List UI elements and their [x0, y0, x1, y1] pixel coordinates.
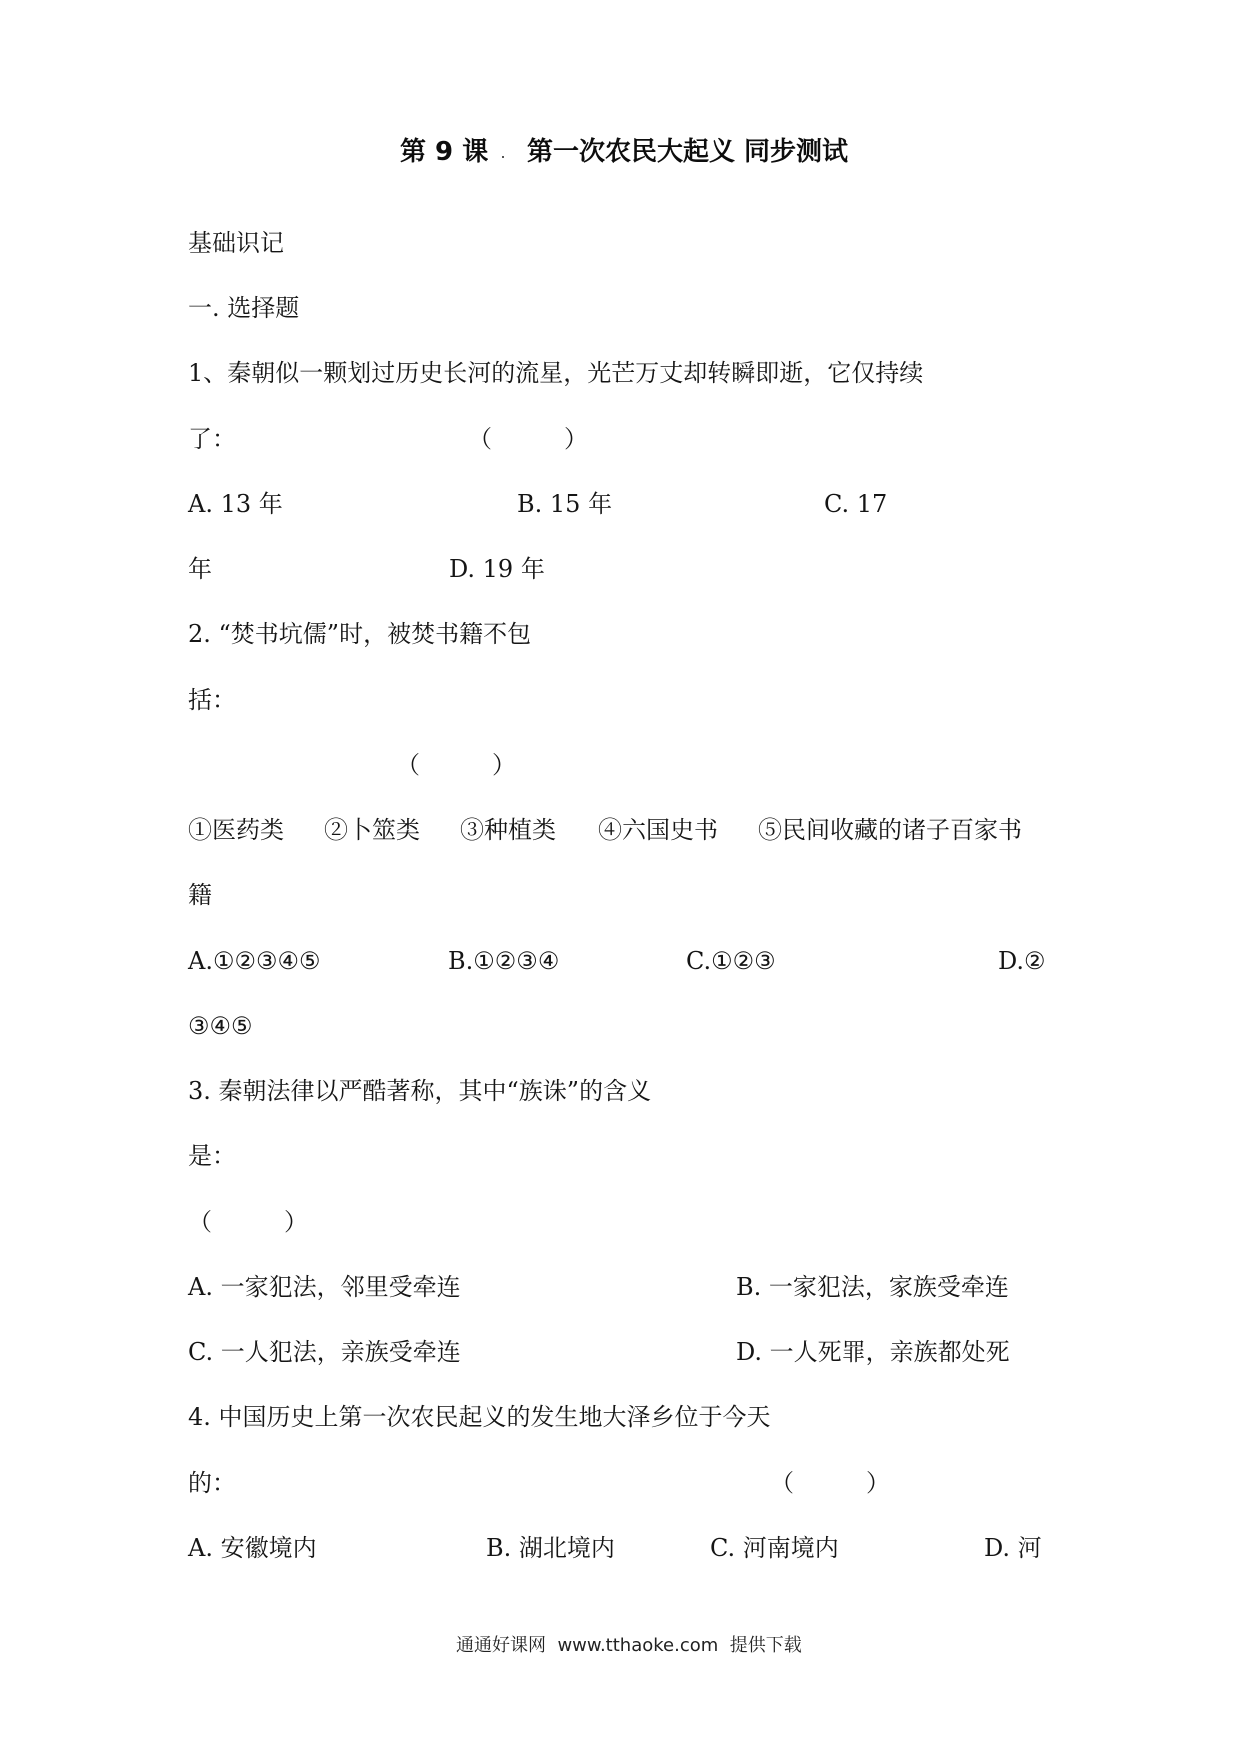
q3-option-d: D. 一人死罪，亲族都处死 [736, 1338, 1010, 1366]
q4-stem-line1: 4. 中国历史上第一次农民起义的发生地大泽乡位于今天 [188, 1403, 771, 1431]
q2-option-a: A.①②③④⑤ [188, 947, 321, 975]
q4-answer-paren: （ ） [770, 1469, 890, 1497]
q3-option-a: A. 一家犯法，邻里受牵连 [188, 1273, 461, 1301]
q2-item-5: ⑤民间收藏的诸子百家书 [758, 816, 1022, 844]
q2-answer-paren: （ ） [396, 751, 516, 779]
q4-option-c: C. 河南境内 [710, 1534, 839, 1562]
q2-item-1: ①医药类 [188, 816, 284, 844]
section-heading: 基础识记 [188, 229, 284, 257]
q4-option-b: B. 湖北境内 [486, 1534, 615, 1562]
q2-item-4: ④六国史书 [598, 816, 718, 844]
q2-stem-line2: 括： [188, 686, 236, 714]
q1-option-a: A. 13 年 [188, 490, 283, 518]
q1-answer-paren: （ ） [468, 425, 588, 453]
q2-option-c: C.①②③ [686, 947, 776, 975]
q1-option-c-continued: 年 [188, 555, 212, 583]
q2-item-2: ②卜筮类 [324, 816, 420, 844]
q4-option-d: D. 河 [984, 1534, 1042, 1562]
page-footer: 通通好课网 www.tthaoke.com 提供下载 [456, 1635, 802, 1656]
q2-option-d: D.② [998, 947, 1046, 975]
q3-option-c: C. 一人犯法，亲族受牵连 [188, 1338, 461, 1366]
lesson-title: 第一次农民大起义 同步测试 [527, 137, 849, 167]
q1-stem-line2: 了： [188, 425, 236, 453]
q2-stem-line1: 2. “焚书坑儒”时，被焚书籍不包 [188, 620, 532, 648]
q4-option-a: A. 安徽境内 [188, 1534, 317, 1562]
q3-stem-line1: 3. 秦朝法律以严酷著称，其中“族诛”的含义 [188, 1077, 652, 1105]
q2-option-d-continued: ③④⑤ [188, 1012, 253, 1040]
part-heading: 一. 选择题 [188, 294, 300, 322]
q2-item-5-continued: 籍 [188, 881, 212, 909]
lesson-number: 第 9 课 [400, 137, 489, 167]
q1-option-d: D. 19 年 [449, 555, 545, 583]
scan-speck [502, 156, 504, 158]
q1-stem-line1: 1、秦朝似一颗划过历史长河的流星，光芒万丈却转瞬即逝，它仅持续 [188, 359, 924, 387]
q2-option-b: B.①②③④ [448, 947, 560, 975]
q4-stem-line2: 的： [188, 1469, 236, 1497]
q3-stem-line2: 是： [188, 1142, 236, 1170]
q3-answer-paren: （ ） [188, 1208, 308, 1236]
q2-item-3: ③种植类 [460, 816, 556, 844]
q1-option-c: C. 17 [824, 490, 888, 518]
q3-option-b: B. 一家犯法，家族受牵连 [736, 1273, 1009, 1301]
q1-option-b: B. 15 年 [517, 490, 613, 518]
